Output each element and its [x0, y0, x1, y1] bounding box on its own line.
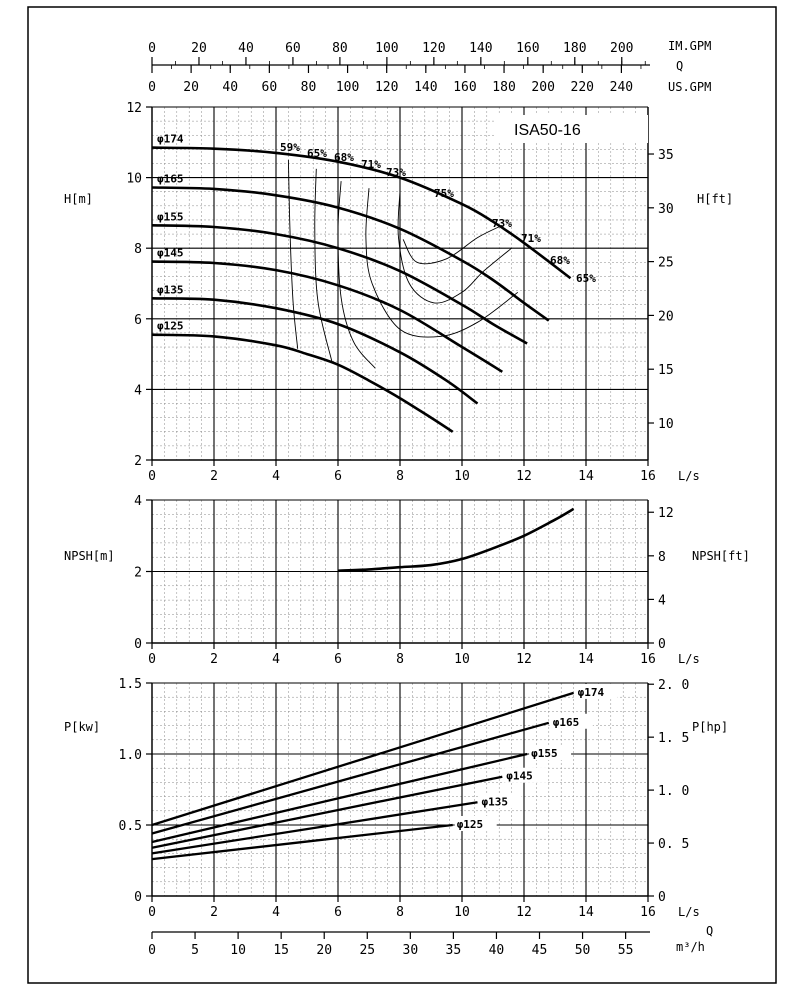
us-gpm-tick-label: 80 — [300, 80, 317, 95]
x-tick-label: 6 — [334, 905, 342, 920]
x-tick-label: 2 — [210, 469, 218, 484]
m3h-tick-label: 50 — [574, 943, 591, 958]
us-gpm-tick-label: 0 — [148, 80, 156, 95]
y2-tick-label: 15 — [658, 363, 674, 379]
x-tick-label: 10 — [454, 469, 470, 484]
x-tick-label: 16 — [640, 652, 656, 667]
top-axis-im-label: IM.GPM — [668, 39, 712, 53]
y2-tick-label: 0. 5 — [658, 837, 690, 853]
y-tick-label: 10 — [126, 171, 142, 187]
us-gpm-tick-label: 40 — [222, 80, 239, 95]
efficiency-label: 71% — [361, 158, 381, 171]
x-tick-label: 16 — [640, 469, 656, 484]
m3h-tick-label: 15 — [273, 943, 289, 958]
efficiency-label: 68% — [334, 151, 354, 164]
m3h-tick-label: 30 — [402, 943, 419, 958]
us-gpm-tick-label: 140 — [414, 80, 438, 95]
x-tick-label: 4 — [272, 905, 280, 920]
m3h-tick-label: 25 — [359, 943, 376, 958]
us-gpm-tick-label: 200 — [531, 80, 555, 95]
efficiency-label: 73% — [386, 166, 406, 179]
impeller-label: φ165 — [552, 715, 580, 729]
efficiency-line — [403, 225, 502, 263]
im-gpm-tick-label: 60 — [285, 41, 301, 56]
im-gpm-tick-label: 180 — [563, 41, 587, 56]
us-gpm-tick-label: 180 — [492, 80, 516, 95]
y2-tick-label: 4 — [658, 593, 666, 609]
y-tick-label: 0.5 — [118, 819, 142, 834]
y2-tick-label: 25 — [658, 255, 674, 271]
y-tick-label: 2 — [134, 565, 142, 581]
y-tick-label: 0 — [134, 890, 142, 905]
x-tick-label: 2 — [210, 652, 218, 667]
impeller-label: φ135 — [157, 283, 184, 297]
npsh-panel — [64, 494, 750, 667]
power-panel — [64, 677, 728, 920]
y-tick-label: 8 — [134, 242, 142, 258]
y2-axis-label: P[hp] — [692, 720, 729, 734]
y2-tick-label: 35 — [658, 148, 674, 164]
us-gpm-tick-label: 100 — [335, 80, 360, 95]
y2-tick-label: 0 — [658, 637, 666, 652]
head-panel — [64, 101, 733, 484]
x-tick-label: 14 — [578, 652, 594, 667]
im-gpm-tick-label: 160 — [516, 41, 540, 56]
y2-tick-label: 2. 0 — [658, 678, 690, 694]
im-gpm-tick-label: 0 — [148, 41, 156, 56]
top-axis — [148, 39, 711, 95]
x-tick-label: 12 — [516, 469, 532, 484]
efficiency-label: 75% — [434, 187, 454, 200]
impeller-label: φ145 — [506, 769, 533, 783]
us-gpm-tick-label: 60 — [261, 80, 278, 95]
m3h-tick-label: 5 — [191, 943, 199, 958]
m3h-tick-label: 40 — [488, 943, 505, 958]
x-tick-label: 0 — [148, 905, 156, 920]
impeller-label: φ165 — [157, 172, 184, 186]
y2-axis-label: H[ft] — [697, 192, 734, 206]
efficiency-line — [398, 192, 512, 303]
impeller-label: φ125 — [456, 818, 484, 831]
y-tick-label: 1.5 — [118, 677, 142, 692]
y-tick-label: 0 — [134, 637, 142, 652]
x-tick-label: 14 — [578, 469, 594, 484]
head-curve — [152, 298, 478, 403]
m3h-tick-label: 55 — [617, 943, 634, 958]
y2-tick-label: 0 — [658, 890, 666, 905]
us-gpm-tick-label: 120 — [374, 80, 399, 95]
us-gpm-tick-label: 20 — [183, 80, 199, 95]
x-tick-label: 2 — [210, 905, 218, 920]
x-tick-label: 6 — [334, 469, 342, 484]
model-title: ISA50-16 — [514, 122, 581, 139]
top-axis-q-label: Q — [676, 59, 684, 73]
efficiency-label: 71% — [521, 232, 541, 245]
impeller-label: φ135 — [481, 795, 508, 809]
y-axis-label: H[m] — [64, 192, 93, 206]
y2-tick-label: 12 — [658, 506, 674, 522]
im-gpm-tick-label: 20 — [191, 41, 207, 56]
im-gpm-tick-label: 100 — [375, 41, 399, 56]
us-gpm-tick-label: 220 — [570, 80, 595, 95]
us-gpm-tick-label: 160 — [453, 80, 477, 95]
impeller-label: φ145 — [157, 246, 184, 260]
x-axis-label: L/s — [678, 905, 700, 919]
efficiency-label: 65% — [307, 147, 327, 160]
x-tick-label: 12 — [516, 652, 532, 667]
y-tick-label: 12 — [126, 101, 142, 116]
y2-tick-label: 1. 5 — [658, 731, 690, 747]
efficiency-label: 65% — [576, 272, 596, 285]
x-tick-label: 0 — [148, 469, 156, 484]
efficiency-line — [288, 160, 297, 349]
impeller-label: φ155 — [157, 210, 184, 224]
x-tick-label: 8 — [396, 469, 404, 484]
efficiency-line — [315, 169, 332, 361]
im-gpm-tick-label: 140 — [469, 41, 493, 56]
us-gpm-tick-label: 240 — [609, 80, 634, 95]
x-tick-label: 4 — [272, 652, 280, 667]
y-tick-label: 1.0 — [118, 748, 142, 763]
x-axis-label: L/s — [678, 469, 700, 483]
x-tick-label: 12 — [516, 905, 532, 920]
y2-tick-label: 8 — [658, 549, 666, 565]
npsh-curve — [338, 509, 574, 571]
y2-tick-label: 10 — [658, 417, 674, 433]
impeller-label: φ174 — [157, 132, 184, 146]
y2-tick-label: 30 — [658, 201, 674, 217]
efficiency-label: 73% — [492, 217, 512, 230]
bottom-axis-q-label: Q — [706, 924, 714, 938]
m3h-tick-label: 35 — [445, 943, 462, 958]
top-axis-us-label: US.GPM — [668, 80, 712, 94]
y2-tick-label: 1. 0 — [658, 784, 690, 800]
bottom-axis — [148, 924, 713, 958]
im-gpm-tick-label: 120 — [422, 41, 446, 56]
x-axis-label: L/s — [678, 652, 700, 666]
efficiency-label: 59% — [280, 141, 300, 154]
x-tick-label: 8 — [396, 905, 404, 920]
im-gpm-tick-label: 40 — [238, 41, 254, 56]
efficiency-label: 68% — [550, 254, 570, 267]
x-tick-label: 16 — [640, 905, 656, 920]
impeller-label: φ125 — [157, 319, 184, 333]
im-gpm-tick-label: 80 — [332, 41, 348, 56]
y-tick-label: 2 — [134, 454, 142, 469]
x-tick-label: 10 — [454, 905, 470, 920]
y-axis-label: P[kw] — [64, 720, 101, 734]
m3h-tick-label: 10 — [230, 943, 246, 958]
impeller-label: φ155 — [531, 747, 558, 760]
y-tick-label: 4 — [134, 383, 142, 399]
x-tick-label: 6 — [334, 652, 342, 667]
x-tick-label: 10 — [454, 652, 470, 667]
y2-tick-label: 20 — [658, 309, 674, 325]
x-tick-label: 14 — [578, 905, 594, 920]
impeller-label: φ174 — [577, 685, 605, 699]
y2-axis-label: NPSH[ft] — [692, 549, 750, 563]
y-axis-label: NPSH[m] — [64, 549, 115, 563]
x-tick-label: 8 — [396, 652, 404, 667]
im-gpm-tick-label: 200 — [610, 41, 634, 56]
m3h-tick-label: 45 — [531, 943, 548, 958]
y-tick-label: 4 — [134, 494, 142, 509]
m3h-tick-label: 20 — [316, 943, 333, 958]
y-tick-label: 6 — [134, 312, 142, 328]
bottom-axis-m3h-label: m³/h — [676, 940, 705, 954]
head-curve — [152, 335, 453, 432]
x-tick-label: 4 — [272, 469, 280, 484]
m3h-tick-label: 0 — [148, 943, 156, 958]
efficiency-line — [366, 188, 518, 337]
x-tick-label: 0 — [148, 652, 156, 667]
